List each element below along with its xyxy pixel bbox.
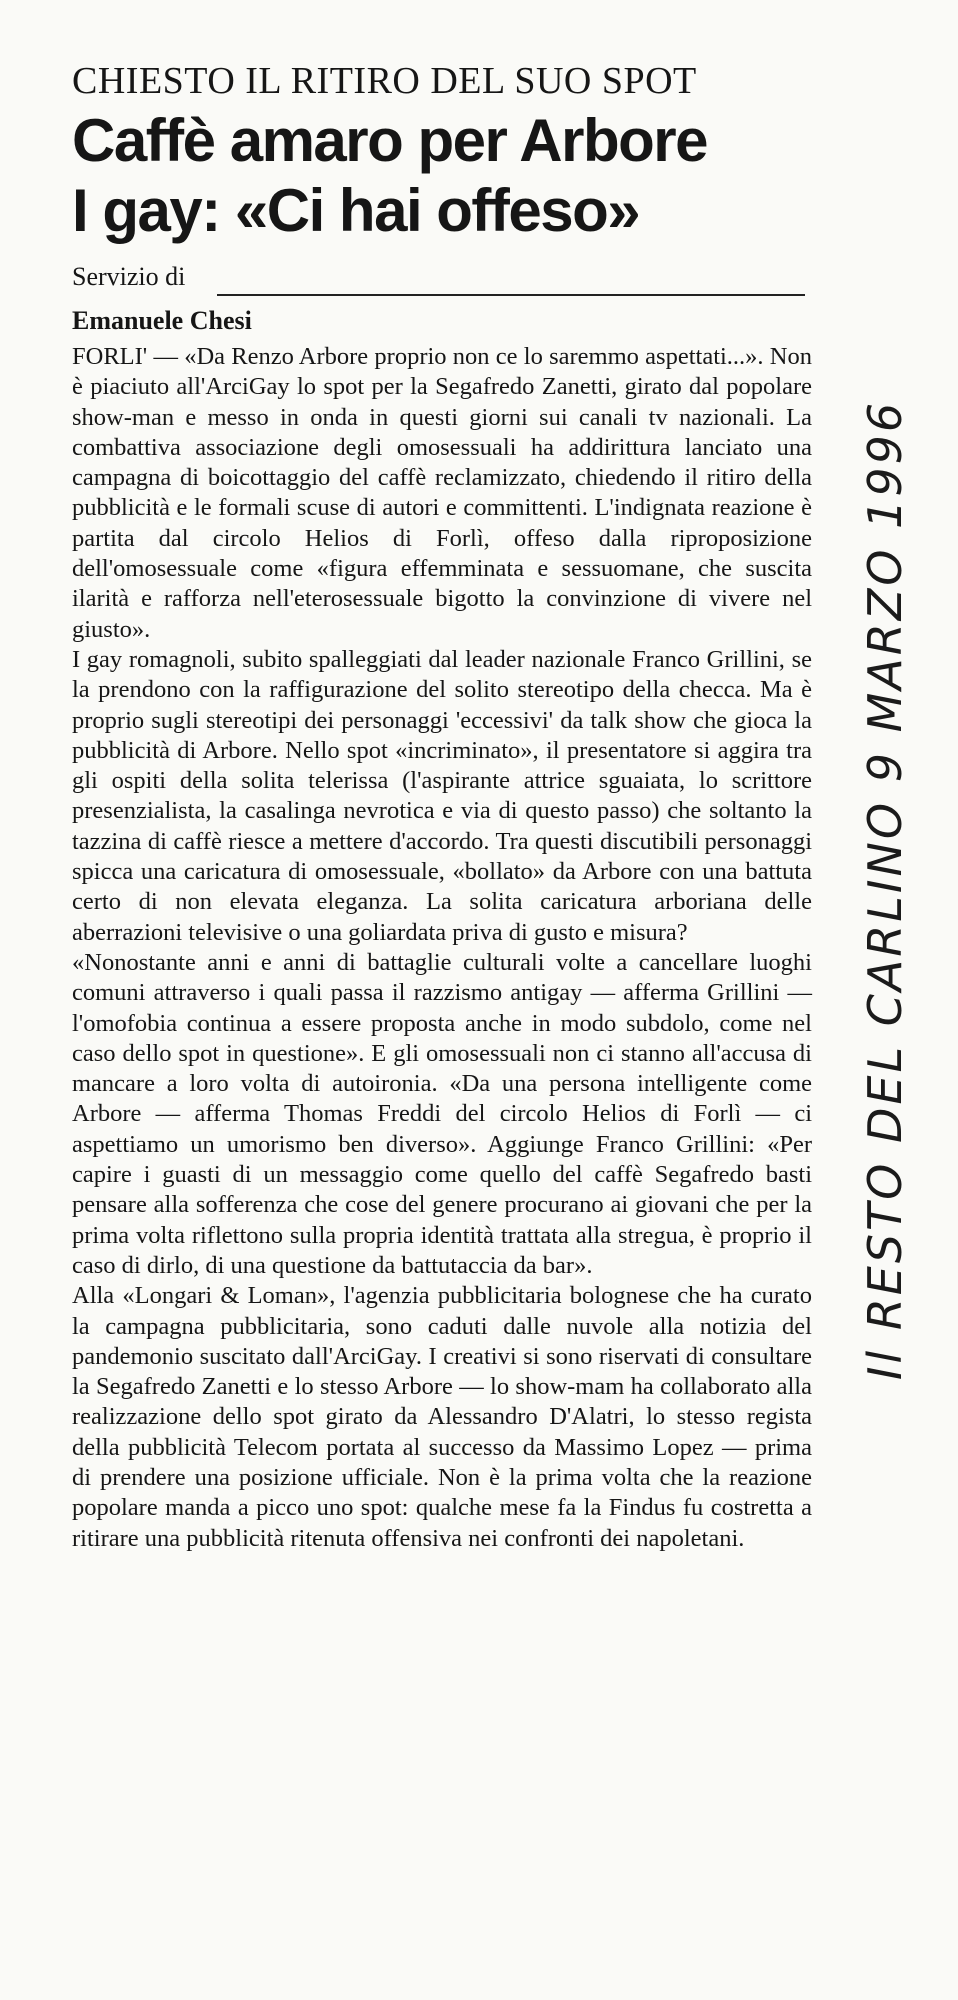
article-body — [72, 342, 812, 1554]
newspaper-clipping — [72, 58, 812, 1554]
byline-prefix: Servizio di — [72, 262, 186, 291]
handwritten-source-text: Il RESTO DEL CARLINO 9 MARZO 1996 — [858, 399, 913, 1381]
handwritten-source-note — [840, 399, 930, 1381]
byline-rule — [217, 294, 805, 296]
article-author: Emanuele Chesi — [72, 306, 252, 335]
article-headline — [72, 106, 812, 246]
article-kicker: CHIESTO IL RITIRO DEL SUO SPOT — [72, 60, 697, 102]
headline-line-2: I gay: «Ci hai offeso» — [72, 177, 640, 244]
headline-line-1: Caffè amaro per Arbore — [72, 107, 707, 174]
paragraph-3: «Nonostante anni e anni di battaglie culturali volte a cancellare luoghi comuni attraverso i quali passa il razzismo antigay — afferma Grillini — l'omofobia continua a essere proposta anche in modo subdolo, come nel caso dello spot in questione». E gli omosessuali non ci stanno all'accusa di mancare a loro volta di autoironia. «Da una persona intelligente come Arbore — afferma Thomas Freddi del circolo Helios di Forlì — ci aspettiamo un umorismo ben diverso». Aggiunge Franco Grillini: «Per capire i guasti di un messaggio come quello del caffè Segafredo basti pensare alla sofferenza che cose del genere procurano ai giovani che per la prima volta riflettono sulla propria identità trattata alla stregua, è proprio il caso di dirlo, di una questione da battutaccia da bar». — [72, 948, 812, 1279]
paragraph-1: FORLI' — «Da Renzo Arbore proprio non ce lo saremmo aspettati...». Non è piaciuto all'ArciGay lo spot per la Segafredo Zanetti, girato dal popolare show-man e messo in onda in questi giorni sui canali tv nazionali. La combattiva associazione degli omosessuali ha addirittura lanciato una campagna di boicottaggio del caffè reclamizzato, chiedendo il ritiro della pubblicità e le formali scuse di autori e committenti. L'indignata reazione è partita dal circolo Helios di Forlì, offeso dalla riproposizione dell'omosessuale come «figura effemminata e sessuomane, che suscita ilarità e rafforza nell'eterosessuale bigotto la convinzione di vivere nel giusto». — [72, 343, 812, 643]
paragraph-2: I gay romagnoli, subito spalleggiati dal leader nazionale Franco Grillini, se la prendono con la raffigurazione del solito stereotipo della checca. Ma è proprio sugli stereotipi dei personaggi 'eccessivi' da talk show che gioca la pubblicità di Arbore. Nello spot «incriminato», il presentatore si aggira tra gli ospiti della solita telerissa (l'aspirante attrice sguaiata, lo scrittore presenzialista, la casalinga nevrotica e via di questo passo) che soltanto la tazzina di caffè riesce a mettere d'accordo. Tra questi discutibili personaggi spicca una caricatura di omosessuale, «bollato» da Arbore con una battuta certo di non elevata eleganza. La solita caricatura arboriana delle aberrazioni televisive o una goliardata priva di gusto e misura? — [72, 645, 812, 946]
paragraph-4: Alla «Longari & Loman», l'agenzia pubblicitaria bolognese che ha curato la campagna pubblicitaria, sono caduti dalle nuvole alla notizia del pandemonio suscitato dall'ArciGay. I creativi si sono riservati di consultare la Segafredo Zanetti e lo stesso Arbore — lo show-mam ha collaborato alla realizzazione dello spot girato da Alessandro D'Alatri, lo stesso regista della pubblicità Telecom portata al successo da Massimo Lopez — prima di prendere una posizione ufficiale. Non è la prima volta che la reazione popolare manda a picco uno spot: qualche mese fa la Findus fu costretta a ritirare una pubblicità ritenuta offensiva nei confronti dei napoletani. — [72, 1282, 812, 1552]
